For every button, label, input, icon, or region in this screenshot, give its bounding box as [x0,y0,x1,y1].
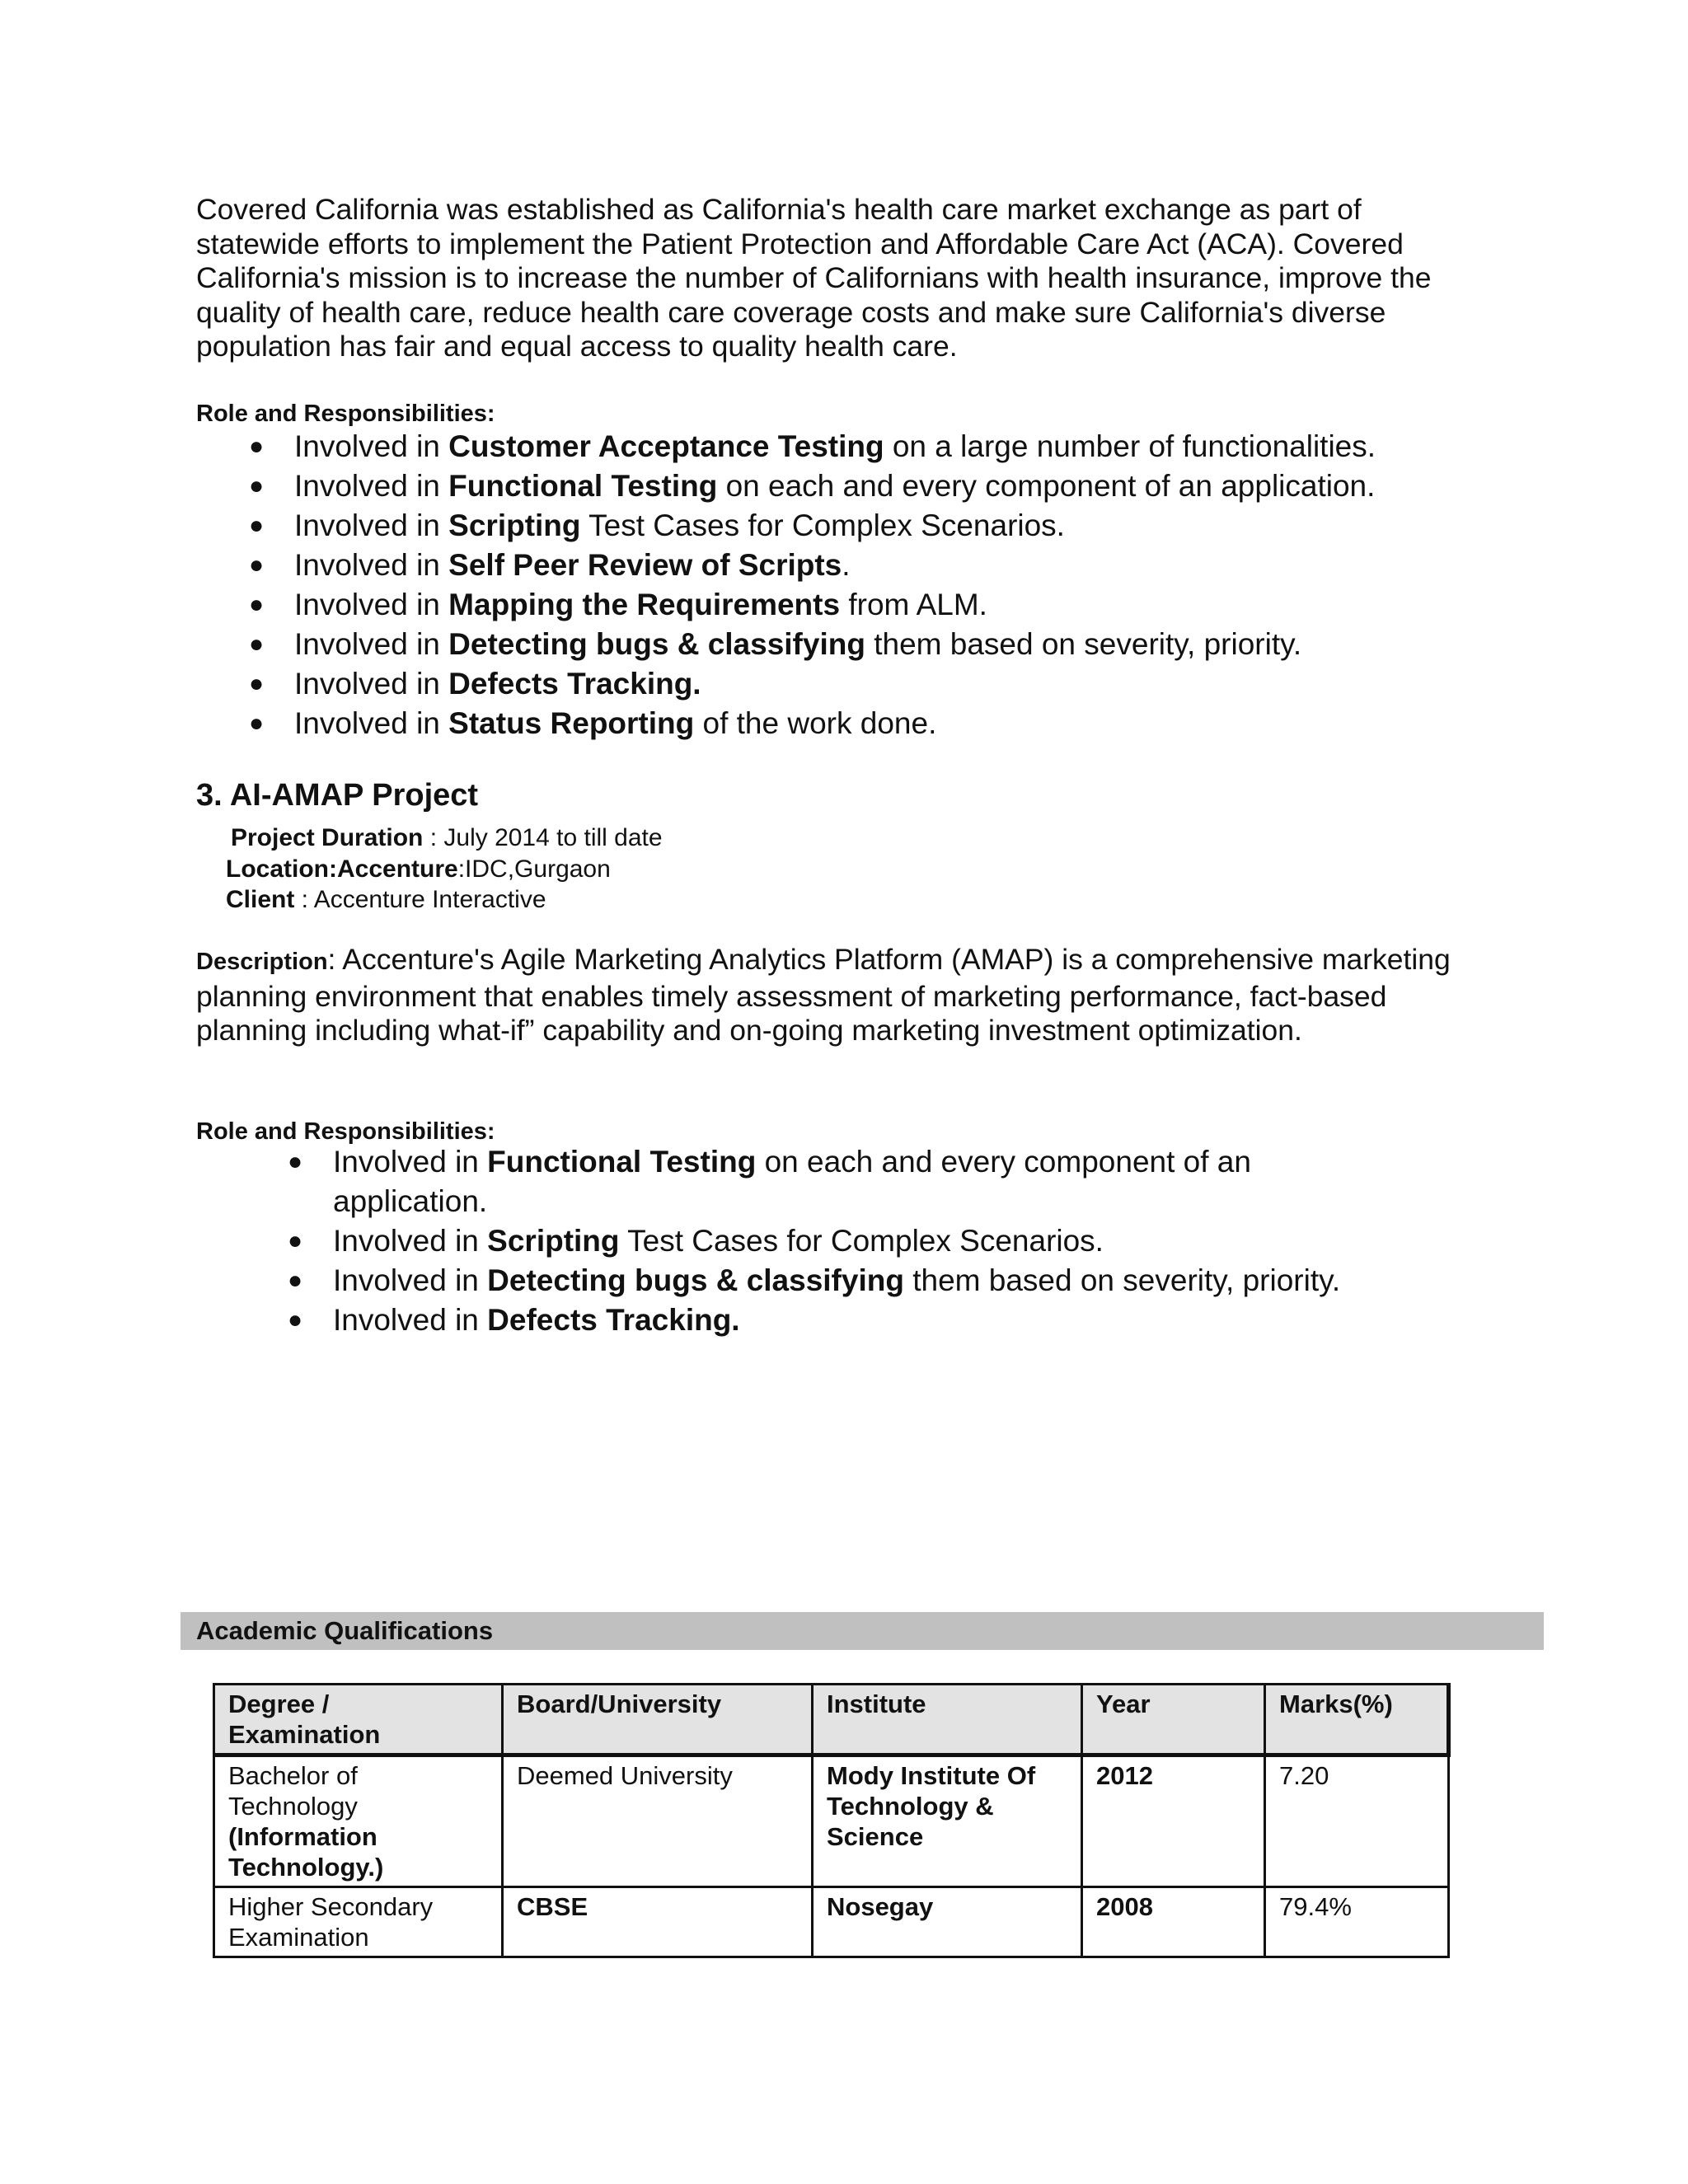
list-item: ● Involved in Scripting Test Cases for Complex Scenarios. [294,506,1376,546]
list-item: ● Involved in Self Peer Review of Scripts. [294,546,1376,585]
column-header: Year [1082,1685,1265,1755]
project-description: Description: Accenture's Agile Marketing Analytics Platform (AMAP) is a comprehensive marketing planning environment that enables timely assessment of marketing performance, fact-based planning including what-if” capability and on-going marketing investment optimization. [196,943,1451,1047]
project-client: Client : Accenture Interactive [226,886,546,913]
column-header: Degree / Examination [214,1685,503,1755]
year-cell: 2012 [1082,1755,1265,1887]
table-row [214,1887,1449,1957]
project-duration: Project Duration : July 2014 to till date [231,824,663,851]
list-item: ● Involved in Detecting bugs & classifying them based on severity, priority. [333,1261,1503,1301]
column-header: Marks(%) [1265,1685,1449,1755]
academic-section-header: Academic Qualifications [181,1612,1544,1650]
bullet-icon: ● [249,433,265,460]
table-header-row [214,1685,1449,1755]
list-item: ● Involved in Functional Testing on each and every component of an application. [333,1142,1388,1221]
list-item: ● Involved in Customer Acceptance Testing on a large number of functionalities. [294,427,1376,466]
bullet-icon: ● [249,710,265,737]
bullet-icon: ● [249,591,265,618]
bullet-icon: ● [249,630,265,658]
marks-cell: 79.4% [1265,1887,1449,1957]
degree-cell: Bachelor of Technology (Information Technology.) [214,1755,503,1887]
bullet-icon: ● [288,1227,303,1254]
bullet-icon: ● [249,512,265,539]
table-row [214,1755,1449,1887]
column-header: Institute [813,1685,1082,1755]
list-item: ● Involved in Defects Tracking. [294,664,1376,704]
board-cell: CBSE [503,1887,813,1957]
responsibilities-list-2 [288,1142,1503,1340]
bullet-icon: ● [249,551,265,579]
responsibilities-list-1 [249,427,1376,743]
board-cell: Deemed University [503,1755,813,1887]
institute-cell: Nosegay [813,1887,1082,1957]
role-heading-1: Role and Responsibilities: [196,401,495,427]
list-item: ● Involved in Scripting Test Cases for Complex Scenarios. [333,1221,1503,1261]
year-cell: 2008 [1082,1887,1265,1957]
degree-cell: Higher Secondary Examination [214,1887,503,1957]
marks-cell: 7.20 [1265,1755,1449,1887]
project-title: 3. AI-AMAP Project [196,778,479,813]
institute-cell: Mody Institute Of Technology & Science [813,1755,1082,1887]
academic-table [213,1683,1451,1958]
project-location: Location:Accenture:IDC,Gurgaon [226,855,611,883]
bullet-icon: ● [288,1267,303,1294]
intro-text: Covered California was established as California's health care market exchange as part of statewide efforts to implement the Patient Protection and Affordable Care Act (ACA). Covered California's mission is to increase the number of Californians with health insurance, improve the quality of health care, reduce health care coverage costs and make sure California's diverse population has fair and equal access to quality health care. [196,193,1432,363]
list-item: ● Involved in Defects Tracking. [333,1301,1503,1340]
column-header: Board/University [503,1685,813,1755]
bullet-icon: ● [288,1148,303,1175]
role-heading-2: Role and Responsibilities: [196,1118,495,1145]
list-item: ● Involved in Functional Testing on each and every component of an application. [294,466,1376,506]
list-item: ● Involved in Status Reporting of the work done. [294,704,1376,743]
list-item: ● Involved in Mapping the Requirements from ALM. [294,585,1376,625]
intro-paragraph [196,193,1482,364]
bullet-icon: ● [249,670,265,697]
list-item: ● Involved in Detecting bugs & classifying them based on severity, priority. [294,625,1376,664]
bullet-icon: ● [249,472,265,499]
bullet-icon: ● [288,1306,303,1333]
